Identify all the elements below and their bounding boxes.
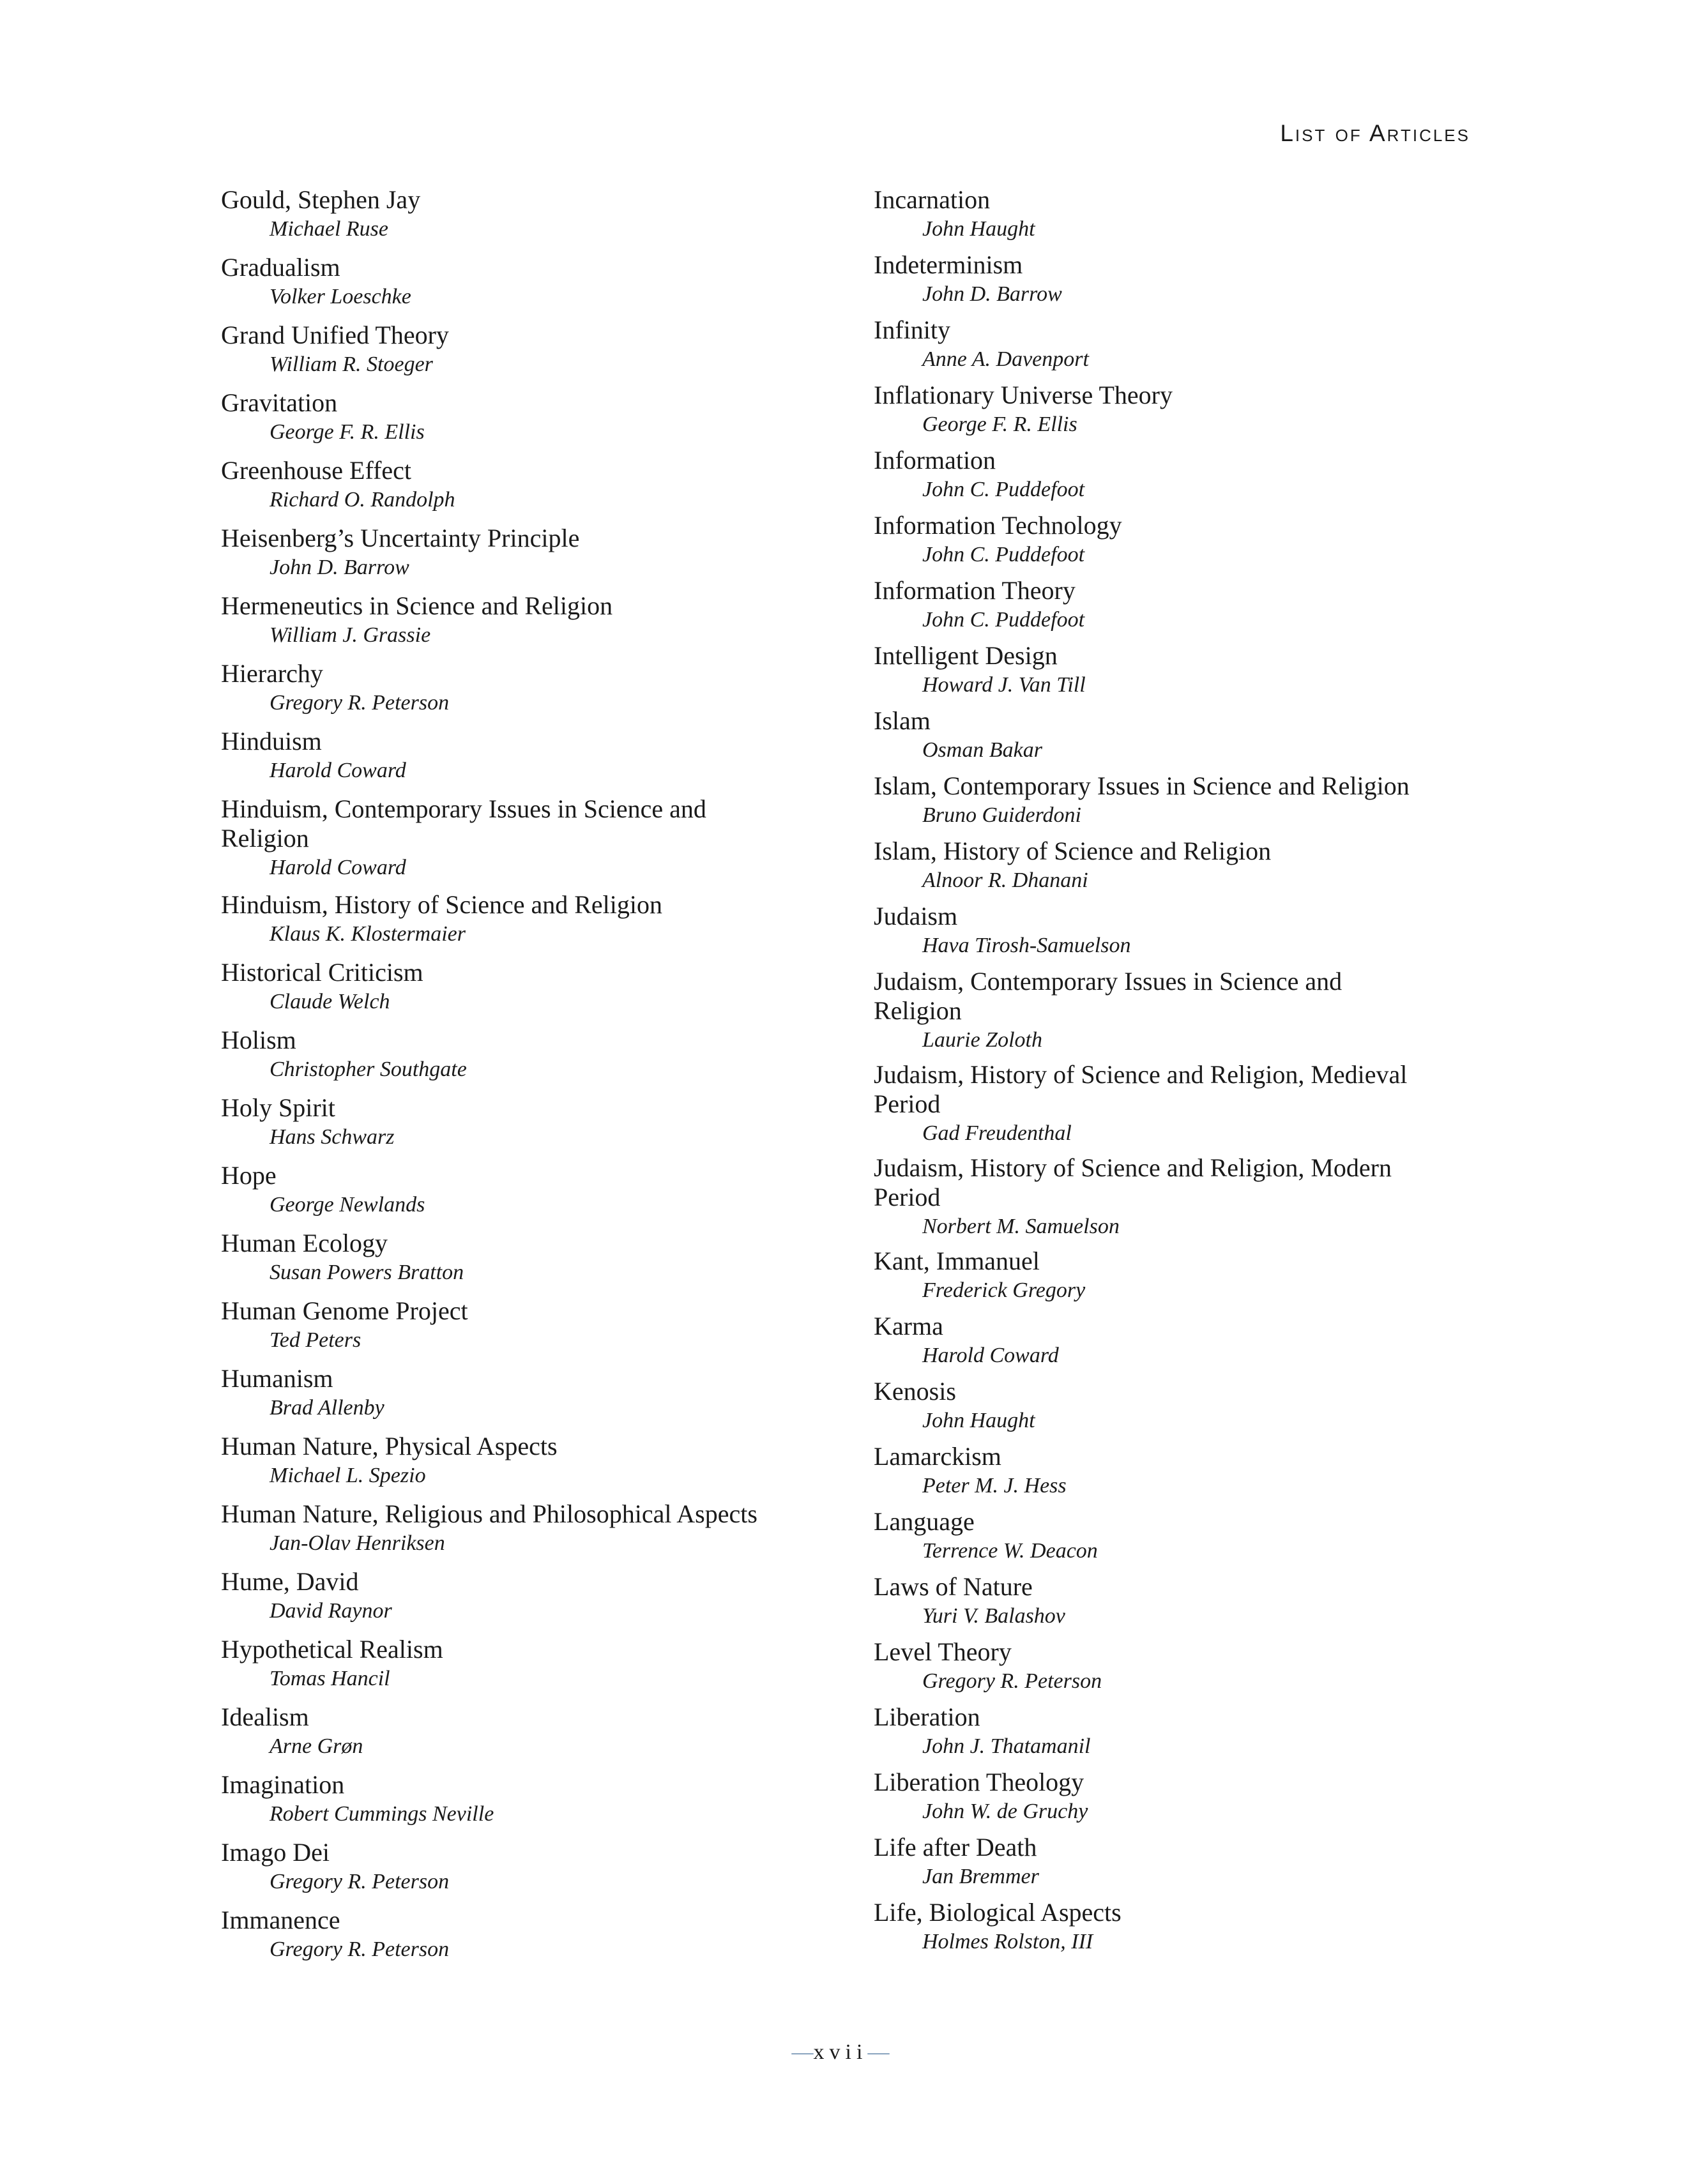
article-title: Hypothetical Realism: [221, 1635, 443, 1664]
page-number: [0, 2040, 1681, 2065]
article-entry: [874, 706, 1487, 771]
article-title: Human Nature, Physical Aspects: [221, 1432, 558, 1460]
article-author: Yuri V. Balashov: [922, 1604, 1065, 1628]
article-author: Howard J. Van Till: [922, 673, 1086, 697]
article-entry: [874, 576, 1487, 641]
article-title: Immanence: [221, 1906, 340, 1934]
article-list-left-column: [221, 185, 828, 1973]
article-title: Life after Death: [874, 1833, 1037, 1862]
article-entry: [874, 641, 1487, 706]
article-author: John J. Thatamanil: [922, 1734, 1091, 1758]
article-title: Grand Unified Theory: [221, 321, 449, 349]
article-title: Information Theory: [874, 576, 1076, 605]
article-author: Frederick Gregory: [922, 1278, 1086, 1302]
article-author: Alnoor R. Dhanani: [922, 868, 1088, 892]
article-entry: [221, 1296, 828, 1364]
article-title: Gradualism: [221, 253, 340, 282]
article-author: Osman Bakar: [922, 738, 1042, 762]
article-author: John C. Puddefoot: [922, 543, 1085, 566]
article-entry: [221, 321, 828, 388]
article-author: Gregory R. Peterson: [270, 1938, 450, 1961]
article-entry: [874, 1702, 1487, 1768]
article-author: Hava Tirosh-Samuelson: [922, 934, 1131, 957]
article-author: Gregory R. Peterson: [270, 691, 450, 715]
article-title: Holy Spirit: [221, 1093, 335, 1122]
article-entry: [221, 1838, 828, 1906]
article-title: Imagination: [221, 1770, 345, 1799]
article-entry: [221, 794, 828, 890]
article-author: Susan Powers Bratton: [270, 1261, 464, 1284]
article-author: George F. R. Ellis: [270, 420, 425, 444]
article-title: Laws of Nature: [874, 1572, 1033, 1601]
article-title: Gould, Stephen Jay: [221, 185, 421, 214]
article-title: Hope: [221, 1161, 277, 1190]
article-author: Arne Grøn: [270, 1734, 363, 1758]
article-author: Volker Loeschke: [270, 285, 411, 308]
article-title: Judaism, Contemporary Issues in Science and Religion: [874, 967, 1343, 1025]
article-list-right-column: [874, 185, 1487, 1963]
article-author: Jan-Olav Henriksen: [270, 1531, 445, 1555]
article-title: Kenosis: [874, 1377, 956, 1406]
article-title: Inflationary Universe Theory: [874, 381, 1173, 409]
article-entry: [221, 253, 828, 321]
article-title: Hinduism: [221, 727, 322, 755]
article-entry: [874, 1153, 1487, 1247]
article-author: Robert Cummings Neville: [270, 1802, 494, 1826]
article-entry: [874, 1442, 1487, 1507]
article-entry: [221, 727, 828, 794]
article-title: Kant, Immanuel: [874, 1247, 1040, 1275]
article-title: Liberation Theology: [874, 1768, 1084, 1796]
article-title: Information Technology: [874, 511, 1122, 540]
article-title: Human Genome Project: [221, 1296, 468, 1325]
article-entry: [221, 1161, 828, 1229]
article-author: John C. Puddefoot: [922, 608, 1085, 632]
article-entry: [221, 1093, 828, 1161]
article-entry: [221, 185, 828, 253]
article-entry: [874, 446, 1487, 511]
article-entry: [221, 456, 828, 524]
article-entry: [874, 1060, 1487, 1153]
article-author: John W. de Gruchy: [922, 1800, 1088, 1823]
article-title: Islam, History of Science and Religion: [874, 837, 1272, 865]
article-entry: [874, 250, 1487, 315]
article-title: Historical Criticism: [221, 958, 423, 987]
article-entry: [874, 967, 1487, 1060]
article-author: Anne A. Davenport: [922, 347, 1089, 371]
article-author: Gregory R. Peterson: [922, 1669, 1102, 1693]
article-title: Judaism, History of Science and Religion, Modern Period: [874, 1153, 1392, 1211]
article-title: Life, Biological Aspects: [874, 1898, 1122, 1927]
article-entry: [221, 659, 828, 727]
article-author: Holmes Rolston, III: [922, 1930, 1093, 1953]
article-entry: [221, 1770, 828, 1838]
article-entry: [221, 1702, 828, 1770]
article-entry: [874, 837, 1487, 902]
article-title: Human Nature, Religious and Philosophical Aspects: [221, 1499, 757, 1528]
article-entry: [221, 958, 828, 1026]
article-entry: [874, 1312, 1487, 1377]
article-author: Claude Welch: [270, 990, 390, 1013]
article-author: William R. Stoeger: [270, 353, 433, 376]
article-entry: [874, 1768, 1487, 1833]
article-title: Islam, Contemporary Issues in Science and Religion: [874, 771, 1410, 800]
article-author: George F. R. Ellis: [922, 413, 1077, 436]
article-title: Intelligent Design: [874, 641, 1058, 670]
article-title: Lamarckism: [874, 1442, 1001, 1471]
article-title: Humanism: [221, 1364, 333, 1393]
article-title: Hinduism, Contemporary Issues in Science and Religion: [221, 794, 706, 853]
article-author: Gregory R. Peterson: [270, 1870, 450, 1893]
article-author: Jan Bremmer: [922, 1865, 1039, 1888]
article-author: John D. Barrow: [270, 556, 409, 579]
article-author: Bruno Guiderdoni: [922, 803, 1082, 827]
article-entry: [874, 1247, 1487, 1312]
article-title: Human Ecology: [221, 1229, 388, 1257]
article-entry: [221, 1635, 828, 1702]
article-title: Greenhouse Effect: [221, 456, 412, 485]
article-author: Hans Schwarz: [270, 1125, 395, 1149]
article-entry: [874, 1377, 1487, 1442]
article-author: Peter M. J. Hess: [922, 1474, 1067, 1498]
article-author: Ted Peters: [270, 1328, 361, 1352]
article-entry: [221, 1364, 828, 1432]
article-entry: [874, 1833, 1487, 1898]
article-entry: [874, 315, 1487, 381]
article-title: Liberation: [874, 1702, 980, 1731]
article-author: Terrence W. Deacon: [922, 1539, 1098, 1563]
article-author: Michael L. Spezio: [270, 1464, 426, 1487]
article-entry: [221, 1499, 828, 1567]
article-entry: [874, 902, 1487, 967]
article-entry: [221, 1229, 828, 1296]
article-author: David Raynor: [270, 1599, 392, 1623]
article-entry: [221, 1567, 828, 1635]
article-title: Judaism: [874, 902, 958, 930]
article-author: George Newlands: [270, 1193, 425, 1217]
article-entry: [874, 1898, 1487, 1963]
article-author: Michael Ruse: [270, 217, 388, 241]
article-title: Infinity: [874, 315, 950, 344]
article-author: Laurie Zoloth: [922, 1028, 1042, 1052]
article-entry: [874, 511, 1487, 576]
article-title: Hierarchy: [221, 659, 323, 688]
article-entry: [874, 1507, 1487, 1572]
article-entry: [874, 771, 1487, 837]
article-entry: [874, 381, 1487, 446]
article-entry: [221, 524, 828, 591]
article-title: Idealism: [221, 1702, 309, 1731]
article-title: Level Theory: [874, 1637, 1012, 1666]
article-title: Language: [874, 1507, 975, 1536]
article-title: Heisenberg’s Uncertainty Principle: [221, 524, 580, 552]
article-author: Tomas Hancil: [270, 1667, 390, 1690]
article-author: Norbert M. Samuelson: [922, 1215, 1120, 1238]
article-author: Harold Coward: [922, 1344, 1059, 1367]
folio-dash-left: —: [791, 2040, 814, 2064]
article-title: Imago Dei: [221, 1838, 330, 1867]
article-author: Klaus K. Klostermaier: [270, 922, 466, 946]
article-title: Indeterminism: [874, 250, 1023, 279]
article-author: John C. Puddefoot: [922, 478, 1085, 501]
article-title: Karma: [874, 1312, 943, 1340]
article-author: Gad Freudenthal: [922, 1121, 1072, 1145]
article-title: Incarnation: [874, 185, 991, 214]
article-title: Hinduism, History of Science and Religion: [221, 890, 663, 919]
article-title: Information: [874, 446, 996, 474]
article-author: Christopher Southgate: [270, 1058, 467, 1081]
article-entry: [874, 1572, 1487, 1637]
article-title: Hermeneutics in Science and Religion: [221, 591, 613, 620]
folio-number: xvii: [813, 2040, 868, 2064]
article-author: Harold Coward: [270, 759, 406, 782]
running-head: List of Articles: [1280, 120, 1470, 146]
article-entry: [221, 388, 828, 456]
article-entry: [221, 591, 828, 659]
folio-dash-right: —: [867, 2040, 890, 2064]
article-title: Hume, David: [221, 1567, 359, 1596]
article-author: John D. Barrow: [922, 282, 1062, 306]
article-author: John Haught: [922, 1409, 1035, 1432]
article-entry: [874, 185, 1487, 250]
article-author: Richard O. Randolph: [270, 488, 455, 512]
article-title: Judaism, History of Science and Religion, Medieval Period: [874, 1060, 1408, 1118]
article-entry: [221, 1026, 828, 1093]
article-author: John Haught: [922, 217, 1035, 241]
article-title: Gravitation: [221, 388, 338, 417]
article-author: Harold Coward: [270, 856, 406, 879]
article-entry: [221, 1432, 828, 1499]
article-entry: [874, 1637, 1487, 1702]
article-entry: [221, 890, 828, 958]
article-author: Brad Allenby: [270, 1396, 384, 1420]
article-author: William J. Grassie: [270, 623, 431, 647]
article-entry: [221, 1906, 828, 1973]
article-title: Islam: [874, 706, 931, 735]
article-title: Holism: [221, 1026, 296, 1054]
